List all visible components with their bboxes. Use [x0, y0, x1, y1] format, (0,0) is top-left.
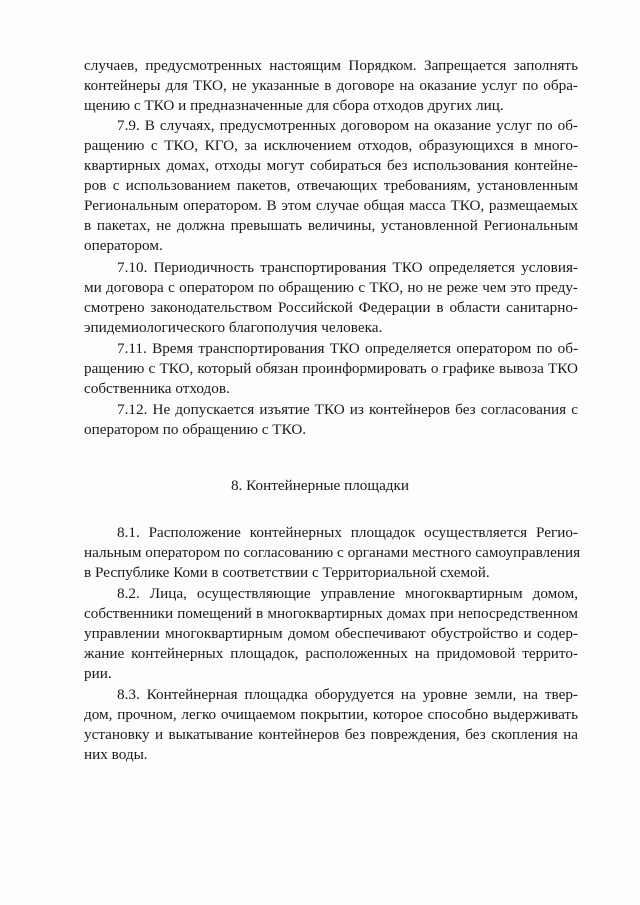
- text-line: 8.1. Расположение контейнерных площадок осуществляется Регио-: [117, 524, 578, 541]
- text-line: эпидемиологического благополучия человека.: [84, 319, 383, 336]
- text-line: 7.11. Время транспортирования ТКО определяется оператором по об-: [117, 340, 578, 357]
- text-line: собственника отходов.: [84, 380, 230, 397]
- text-line: 7.9. В случаях, предусмотренных договором на оказание услуг по об-: [117, 117, 578, 134]
- text-line: них воды.: [84, 746, 148, 763]
- text-line: 7.10. Периодичность транспортирования ТКО определяется условия-: [117, 259, 578, 276]
- text-line: в пакетах, не должна превышать величины, установленной Региональным: [84, 217, 578, 234]
- text-line: 8.3. Контейнерная площадка оборудуется на уровне земли, на твер-: [117, 686, 578, 703]
- text-line: 7.12. Не допускается изъятие ТКО из контейнеров без согласования с: [117, 401, 578, 418]
- text-line: нальным оператором по согласованию с органами местного самоуправления: [84, 544, 581, 561]
- text-line: жание контейнерных площадок, расположенных на придомовой террито-: [84, 645, 578, 662]
- text-line: в Республике Коми в соответствии с Территориальной схемой.: [84, 564, 490, 581]
- text-line: дом, прочном, легко очищаемом покрытии, которое способно выдерживать: [84, 706, 578, 723]
- text-line: установку и выкатывание контейнеров без повреждения, без скопления на: [84, 726, 578, 743]
- text-line: управлении многоквартирным домом обеспечивают обустройство и содер-: [84, 625, 578, 642]
- text-line: квартирных домах, отходы могут собираться без использования контейне-: [84, 157, 578, 174]
- text-line: случаев, предусмотренных настоящим Порядком. Запрещается заполнять: [84, 57, 578, 74]
- text-line: ров с использованием пакетов, отвечающих требованиям, установленным: [84, 177, 578, 194]
- text-line: собственники помещений в многоквартирных домах при непосредственном: [84, 605, 578, 622]
- text-line: Региональным оператором. В этом случае общая масса ТКО, размещаемых: [84, 197, 578, 214]
- text-line: ми договора с оператором по обращению с ТКО, но не реже чем это преду-: [84, 279, 578, 296]
- text-line: оператором по обращению с ТКО.: [84, 421, 307, 438]
- text-line: смотрено законодательством Российской Федерации в области санитарно-: [84, 299, 578, 316]
- text-line: оператором.: [84, 237, 163, 254]
- text-line: рии.: [84, 665, 112, 682]
- text-line: контейнеры для ТКО, не указанные в договоре на оказание услуг по обра-: [84, 77, 578, 94]
- text-line: ращению с ТКО, который обязан проинформировать о графике вывоза ТКО: [84, 360, 578, 377]
- text-line: ращению с ТКО, КГО, за исключением отходов, образующихся в много-: [84, 137, 578, 154]
- text-line: щению с ТКО и предназначенные для сбора отходов других лиц.: [84, 97, 504, 114]
- section-heading: 8. Контейнерные площадки: [230, 477, 410, 494]
- text-line: 8.2. Лица, осуществляющие управление многоквартирным домом,: [117, 585, 578, 602]
